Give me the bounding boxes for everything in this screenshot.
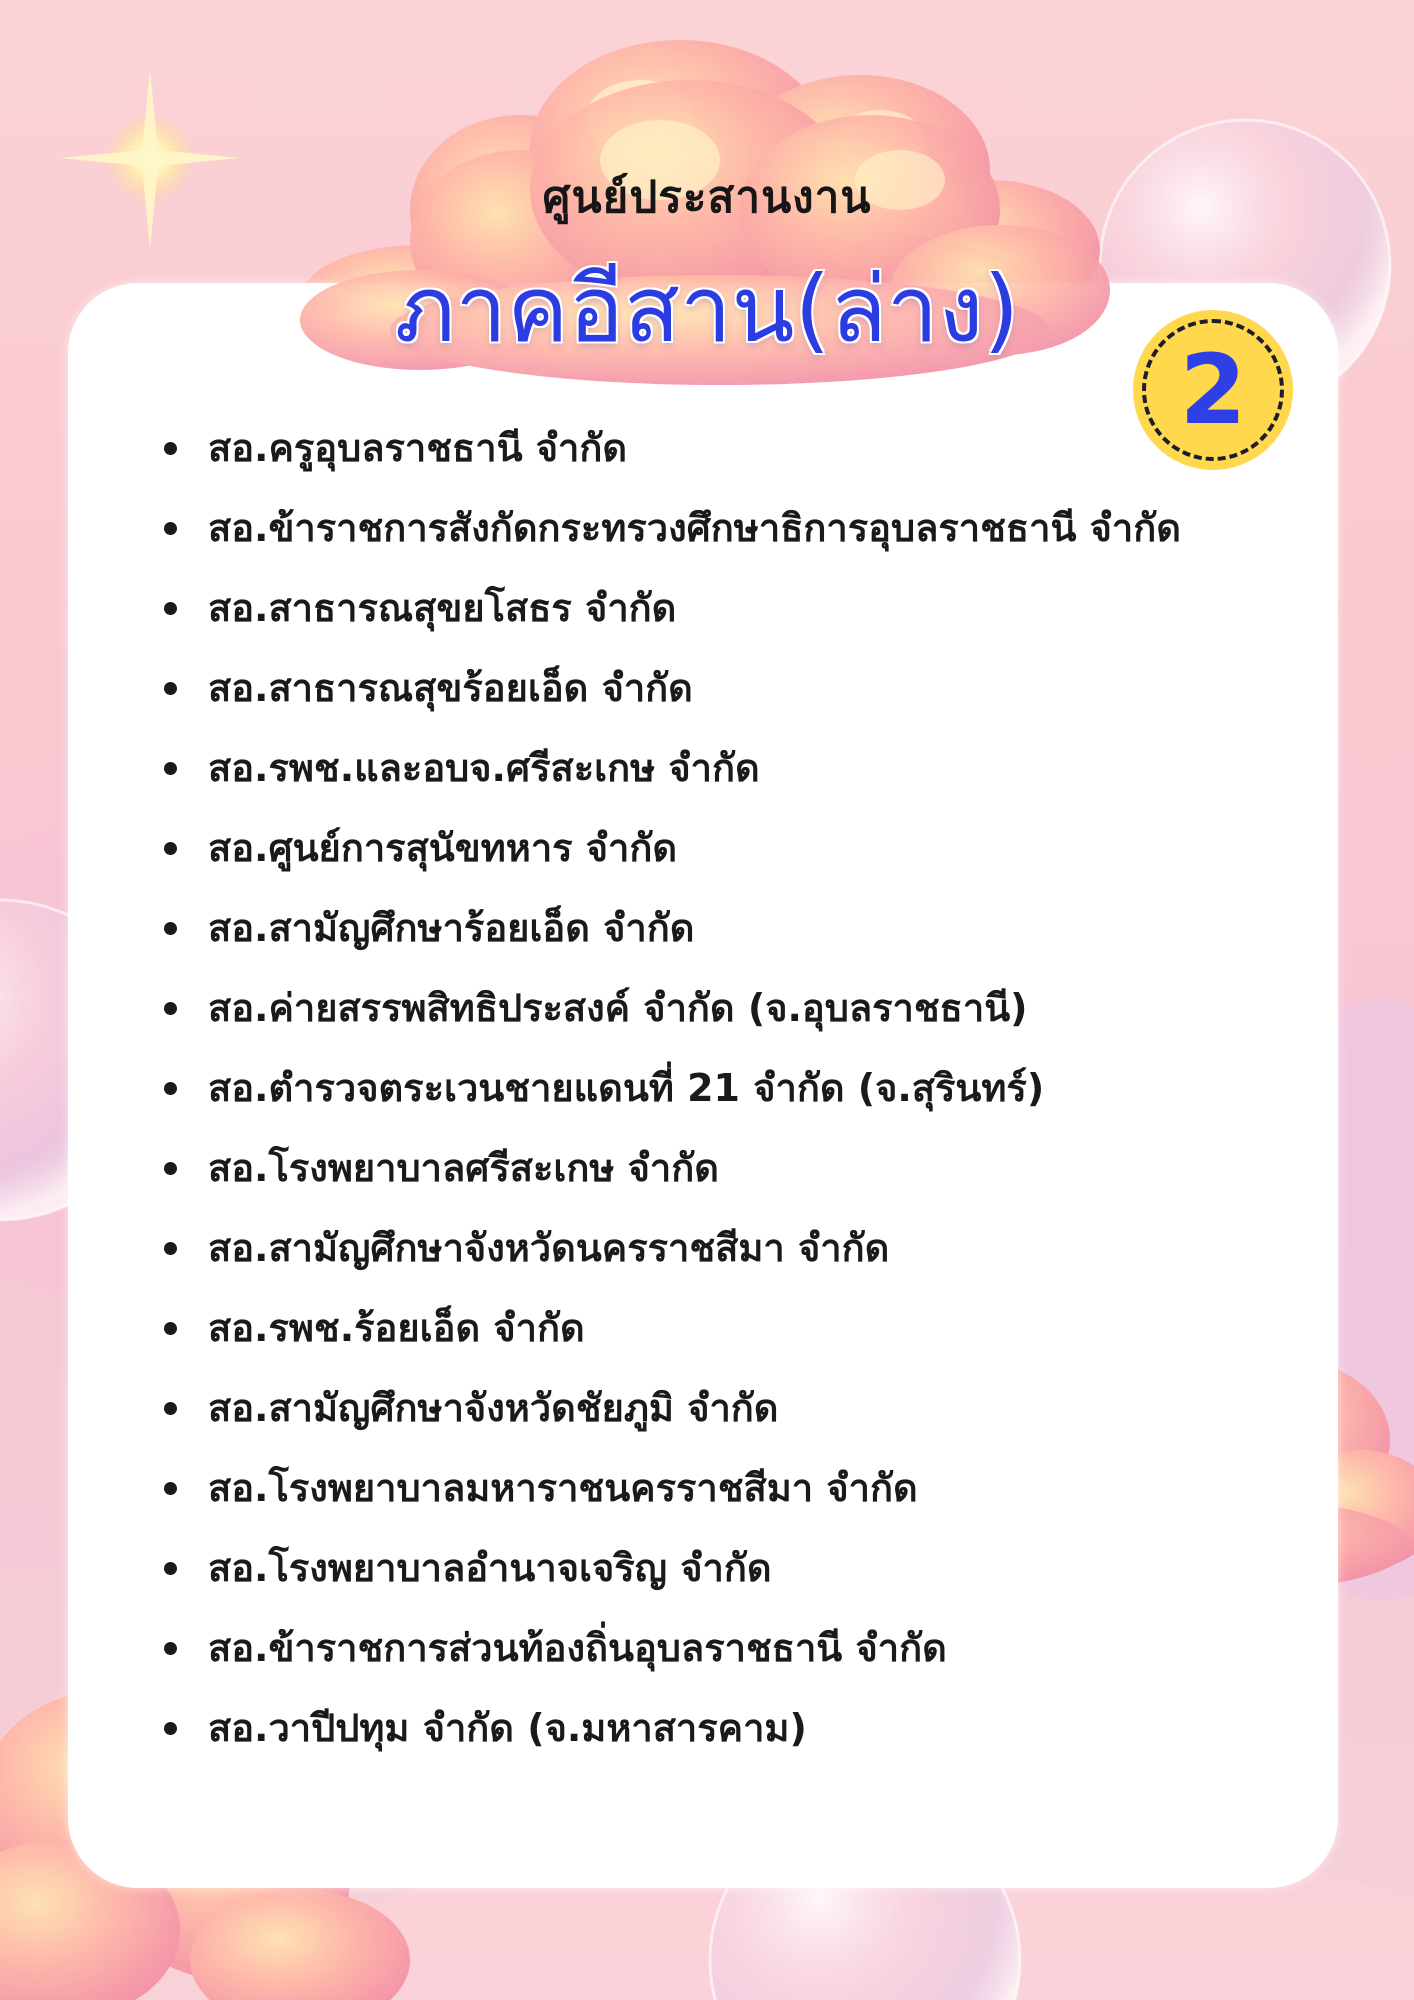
badge-number: 2 [1179, 334, 1247, 446]
bullet-icon [164, 922, 177, 935]
list-item-text: สอ.โรงพยาบาลมหาราชนครราชสีมา จำกัด [208, 1466, 918, 1510]
list-item-text: สอ.ข้าราชการส่วนท้องถิ่นอุบลราชธานี จำกัด [208, 1626, 947, 1670]
bullet-icon [164, 1482, 177, 1495]
bullet-icon [164, 522, 177, 535]
bullet-icon [164, 1322, 177, 1335]
list-item-text: สอ.ค่ายสรรพสิทธิประสงค์ จำกัด (จ.อุบลราชธานี) [208, 986, 1028, 1030]
list-item-text: สอ.โรงพยาบาลศรีสะเกษ จำกัด [208, 1146, 719, 1190]
bullet-icon [164, 1002, 177, 1015]
bullet-icon [164, 1162, 177, 1175]
list-item-text: สอ.โรงพยาบาลอำนาจเจริญ จำกัด [208, 1546, 772, 1590]
list-item-text: สอ.วาปีปทุม จำกัด (จ.มหาสารคาม) [208, 1706, 807, 1750]
bullet-icon [164, 762, 177, 775]
bullet-icon [164, 1242, 177, 1255]
list-item-text: สอ.สาธารณสุขร้อยเอ็ด จำกัด [208, 666, 693, 710]
bullet-icon [164, 1722, 177, 1735]
bullet-icon [164, 1082, 177, 1095]
bullet-icon [164, 682, 177, 695]
list-item-text: สอ.ข้าราชการสังกัดกระทรวงศึกษาธิการอุบลราชธานี จำกัด [208, 506, 1181, 550]
bullet-icon [164, 1642, 177, 1655]
subtitle: ศูนย์ประสานงาน [542, 172, 872, 223]
page-title: ภาคอีสาน(ล่าง) [394, 256, 1020, 363]
list-item-text: สอ.รพช.ร้อยเอ็ด จำกัด [208, 1306, 585, 1350]
list-item-text: สอ.ครูอุบลราชธานี จำกัด [208, 426, 628, 470]
bullet-icon [164, 1562, 177, 1575]
number-badge [1133, 310, 1293, 470]
list-item-text: สอ.สาธารณสุขยโสธร จำกัด [208, 586, 677, 630]
list-item-text: สอ.สามัญศึกษาร้อยเอ็ด จำกัด [208, 906, 695, 950]
bullet-icon [164, 842, 177, 855]
bullet-icon [164, 442, 177, 455]
list-item-text: สอ.สามัญศึกษาจังหวัดชัยภูมิ จำกัด [208, 1386, 779, 1430]
bullet-icon [164, 602, 177, 615]
list-item-text: สอ.สามัญศึกษาจังหวัดนครราชสีมา จำกัด [208, 1226, 890, 1270]
list-item-text: สอ.ศูนย์การสุนัขทหาร จำกัด [208, 826, 678, 870]
list-item-text: สอ.ตำรวจตระเวนชายแดนที่ 21 จำกัด (จ.สุรินทร์) [208, 1066, 1045, 1110]
bullet-icon [164, 1402, 177, 1415]
list-item-text: สอ.รพช.และอบจ.ศรีสะเกษ จำกัด [208, 746, 760, 790]
